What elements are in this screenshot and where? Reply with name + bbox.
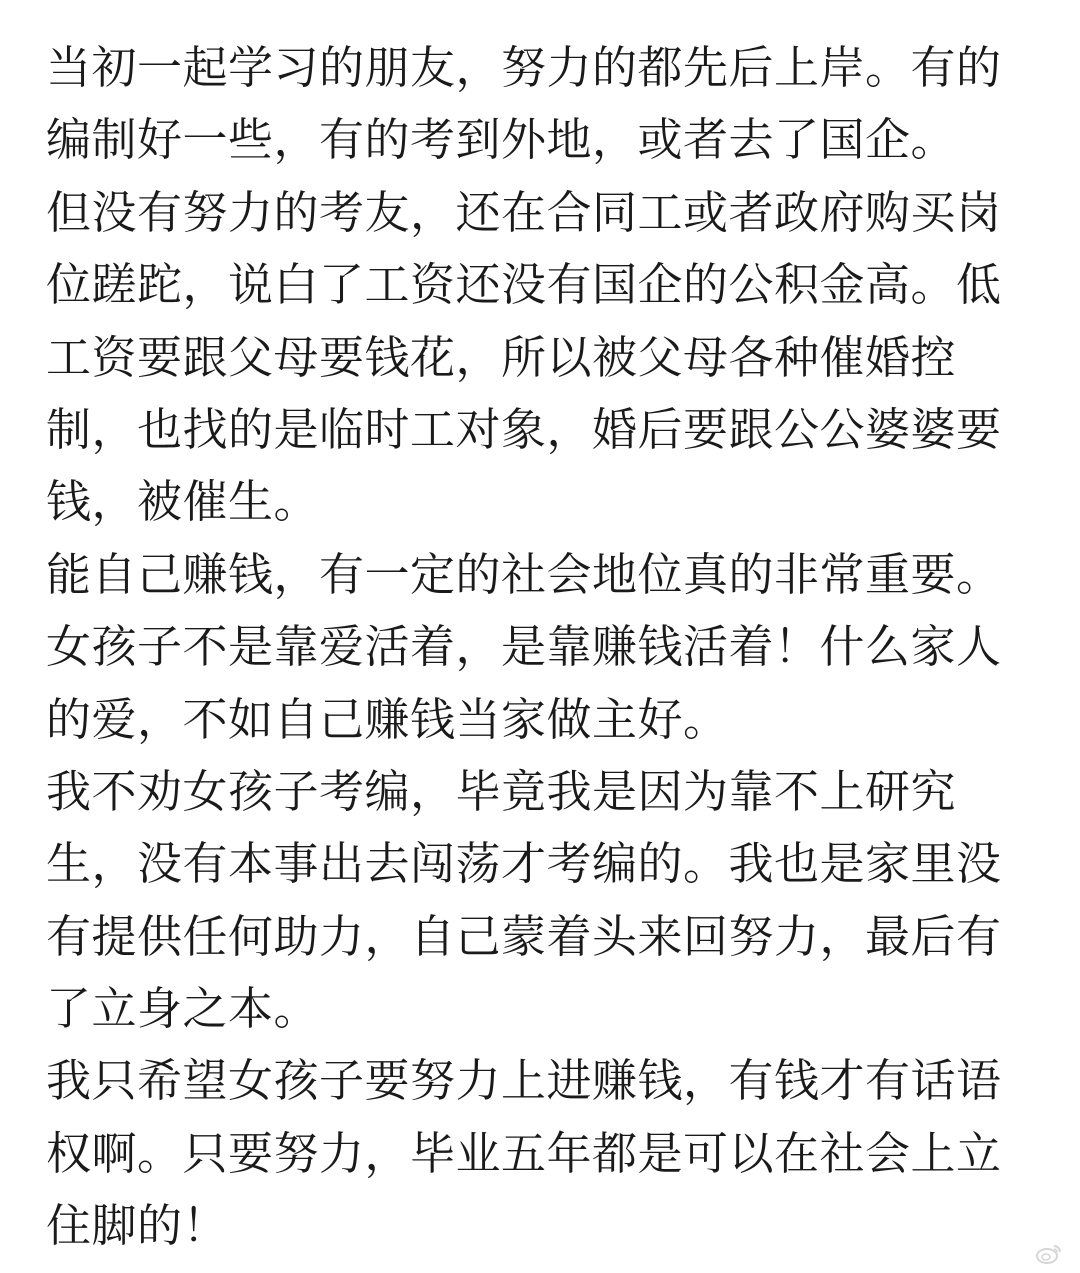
weibo-logo-icon [1036,1243,1062,1265]
watermark [1036,1243,1068,1265]
post-line: 有提供任何助力，自己蒙着头来回努力，最后有 [46,909,1002,963]
post-line: 我不劝女孩子考编，毕竟我是因为靠不上研究 [46,764,957,818]
post-line: 生，没有本事出去闯荡才考编的。我也是家里没 [46,837,1002,891]
post-line: 当初一起学习的朋友，努力的都先后上岸。有的 [46,41,1002,94]
post-line: 能自己赚钱，有一定的社会地位真的非常重要。 [46,547,1002,601]
post-line: 女孩子不是靠爱活着，是靠赚钱活着！什么家人 [46,620,1002,674]
post-line: 位蹉跎，说白了工资还没有国企的公积金高。低 [46,258,1002,312]
post-body [46,32,1046,1263]
post-line: 制，也找的是临时工对象，婚后要跟公公婆婆要 [46,402,1002,456]
post-line: 了立身之本。 [46,982,320,1036]
post-line: 权啊。只要努力，毕业五年都是可以在社会上立 [46,1126,1002,1180]
post-line: 但没有努力的考友，还在合同工或者政府购买岗 [46,185,1002,239]
post-line: 工资要跟父母要钱花，所以被父母各种催婚控 [46,330,957,384]
post-line: 编制好一些，有的考到外地，或者去了国企。 [46,113,957,167]
post-line: 钱，被催生。 [46,475,320,529]
post-line: 住脚的！ [46,1199,229,1253]
post-line: 我只希望女孩子要努力上进赚钱，有钱才有话语 [46,1054,1002,1108]
post-line: 的爱，不如自己赚钱当家做主好。 [46,692,729,746]
